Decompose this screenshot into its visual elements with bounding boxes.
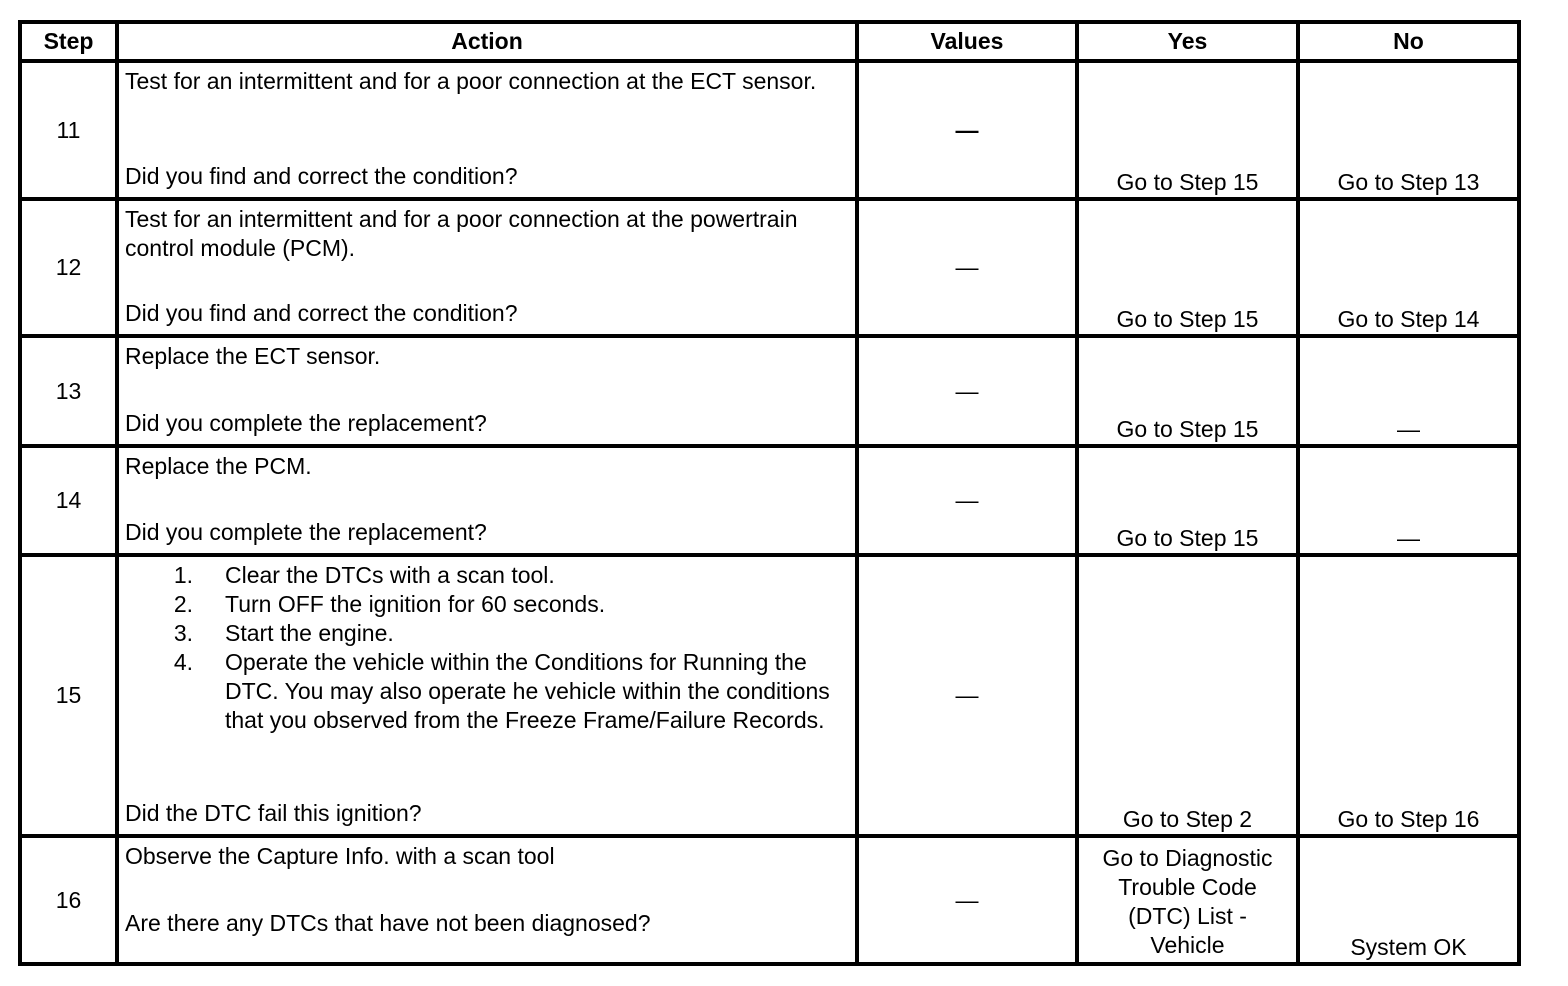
action-cell — [117, 336, 857, 446]
header-row — [20, 22, 1519, 61]
table-row — [20, 555, 1519, 836]
action-cell — [117, 61, 857, 199]
yes-cell[interactable]: Go to Step 15 — [1077, 61, 1298, 199]
header-no: No — [1298, 22, 1519, 61]
substep-item — [125, 648, 851, 735]
action-question: Did the DTC fail this ignition? — [125, 800, 422, 826]
yes-cell[interactable]: Go to Step 2 — [1077, 555, 1298, 836]
substep-text: Clear the DTCs with a scan tool. — [225, 562, 555, 588]
substep-item — [125, 561, 851, 590]
substep-number: 4. — [173, 649, 193, 675]
values-cell: — — [857, 336, 1077, 446]
header-yes: Yes — [1077, 22, 1298, 61]
action-question: Did you find and correct the condition? — [125, 300, 518, 326]
substep-text: Turn OFF the ignition for 60 seconds. — [225, 591, 606, 617]
action-cell — [117, 446, 857, 555]
no-cell[interactable]: Go to Step 14 — [1298, 199, 1519, 336]
table-row — [20, 199, 1519, 336]
values-cell: — — [857, 61, 1077, 199]
values-cell: — — [857, 555, 1077, 836]
yes-cell[interactable]: Go to Diagnostic Trouble Code (DTC) List - Vehicle — [1077, 836, 1298, 964]
action-question: Did you complete the replacement? — [125, 410, 487, 436]
action-question: Did you find and correct the condition? — [125, 163, 518, 189]
diagnostic-table — [18, 20, 1521, 966]
substep-list — [125, 561, 851, 735]
table-row — [20, 336, 1519, 446]
header-values: Values — [857, 22, 1077, 61]
step-number: 15 — [20, 555, 117, 836]
action-question: Did you complete the replacement? — [125, 519, 487, 545]
no-cell: — — [1298, 446, 1519, 555]
table-row — [20, 446, 1519, 555]
substep-number: 1. — [173, 562, 193, 588]
table-row — [20, 836, 1519, 964]
no-cell[interactable]: Go to Step 16 — [1298, 555, 1519, 836]
step-number: 13 — [20, 336, 117, 446]
step-number: 14 — [20, 446, 117, 555]
substep-number: 3. — [173, 620, 193, 646]
action-question: Are there any DTCs that have not been diagnosed? — [125, 910, 651, 936]
action-cell — [117, 555, 857, 836]
header-step: Step — [20, 22, 117, 61]
action-text: Replace the ECT sensor. — [125, 343, 381, 369]
yes-cell[interactable]: Go to Step 15 — [1077, 336, 1298, 446]
table-row — [20, 61, 1519, 199]
substep-item — [125, 619, 851, 648]
step-number: 11 — [20, 61, 117, 199]
no-cell: — — [1298, 336, 1519, 446]
substep-text: Operate the vehicle within the Conditions for Running the DTC. You may also operate he vehicle within the conditions that you observed from the Freeze Frame/Failure Records. — [225, 649, 830, 733]
values-cell: — — [857, 199, 1077, 336]
action-text: Replace the PCM. — [125, 453, 312, 479]
substep-text: Start the engine. — [225, 620, 394, 646]
action-text: Observe the Capture Info. with a scan tool — [125, 843, 555, 869]
substep-number: 2. — [173, 591, 193, 617]
action-text: Test for an intermittent and for a poor connection at the powertrain control module (PCM). — [125, 206, 798, 261]
action-text: Test for an intermittent and for a poor connection at the ECT sensor. — [125, 68, 817, 94]
values-cell: — — [857, 836, 1077, 964]
no-cell: System OK — [1298, 836, 1519, 964]
step-number: 16 — [20, 836, 117, 964]
no-cell[interactable]: Go to Step 13 — [1298, 61, 1519, 199]
action-cell — [117, 836, 857, 964]
yes-cell[interactable]: Go to Step 15 — [1077, 199, 1298, 336]
action-cell — [117, 199, 857, 336]
values-cell: — — [857, 446, 1077, 555]
header-action: Action — [117, 22, 857, 61]
step-number: 12 — [20, 199, 117, 336]
yes-cell[interactable]: Go to Step 15 — [1077, 446, 1298, 555]
substep-item — [125, 590, 851, 619]
